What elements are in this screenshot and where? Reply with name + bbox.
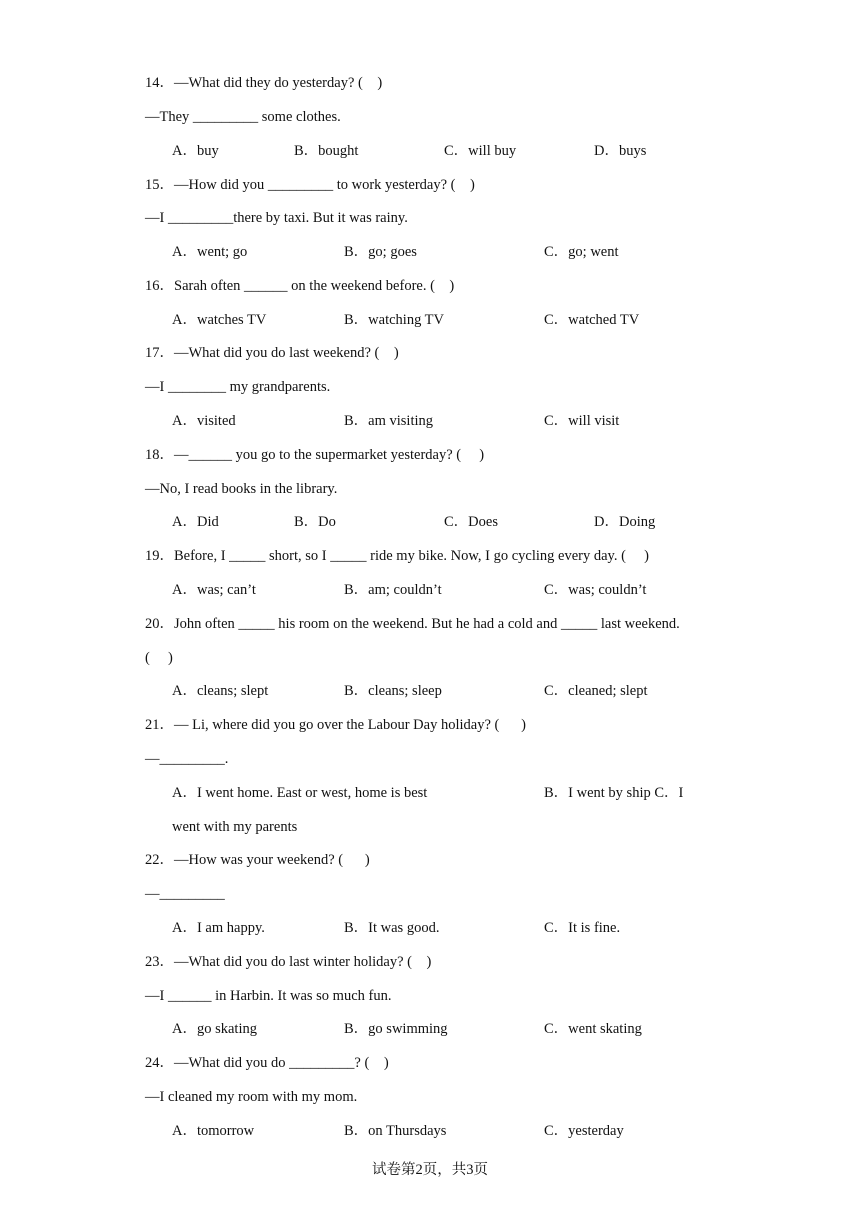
question-21-option-c-continuation: went with my parents [172, 819, 298, 835]
question-21-option-a: A．I went home. East or west, home is best [172, 785, 428, 801]
question-16-option-a: A．watches TV [172, 312, 267, 328]
question-24-stem: 24．—What did you do _________? ( ) [145, 1055, 389, 1071]
question-22-stem: 22．—How was your weekend? ( ) [145, 852, 370, 868]
question-20-option-b: B．cleans; sleep [344, 683, 442, 699]
question-18-option-b: B．Do [294, 514, 336, 530]
question-18-line-1: —No, I read books in the library. [145, 481, 338, 497]
question-17-option-a: A．visited [172, 413, 236, 429]
question-24-line-1: —I cleaned my room with my mom. [145, 1089, 358, 1105]
question-23-line-1: —I ______ in Harbin. It was so much fun. [145, 988, 392, 1004]
question-18-stem: 18．—______ you go to the supermarket yesterday? ( ) [145, 447, 485, 463]
question-21-stem: 21．— Li, where did you go over the Labour Day holiday? ( ) [145, 717, 526, 733]
question-21-option-b: B．I went by ship C．I [544, 785, 684, 801]
question-19-option-b: B．am; couldn’t [344, 582, 442, 598]
question-17-option-b: B．am visiting [344, 413, 434, 429]
question-19-option-c: C．was; couldn’t [544, 582, 647, 598]
question-14-option-a: A．buy [172, 143, 219, 159]
question-15-stem: 15．—How did you _________ to work yesterday? ( ) [145, 177, 475, 193]
question-20-stem: 20．John often _____ his room on the weekend. But he had a cold and _____ last weekend. [145, 616, 680, 632]
question-24-option-b: B．on Thursdays [344, 1123, 447, 1139]
page-footer: 试卷第2页，共3页 [372, 1162, 488, 1178]
question-24-option-c: C．yesterday [544, 1123, 624, 1139]
question-24-option-a: A．tomorrow [172, 1123, 255, 1139]
question-17-stem: 17．—What did you do last weekend? ( ) [145, 345, 399, 361]
question-15-line-1: —I _________there by taxi. But it was rainy. [145, 210, 408, 226]
question-23-option-b: B．go swimming [344, 1021, 448, 1037]
question-14-option-c: C．will buy [444, 143, 517, 159]
question-22-line-1: —_________ [145, 886, 225, 902]
question-20-option-c: C．cleaned; slept [544, 683, 648, 699]
question-22-option-c: C．It is fine. [544, 920, 621, 936]
question-23-stem: 23．—What did you do last winter holiday? ( ) [145, 954, 432, 970]
question-21-line-1: —_________. [145, 751, 229, 767]
question-16-option-b: B．watching TV [344, 312, 445, 328]
question-17-option-c: C．will visit [544, 413, 620, 429]
question-23-option-a: A．go skating [172, 1021, 257, 1037]
question-23-option-c: C．went skating [544, 1021, 642, 1037]
question-15-option-c: C．go; went [544, 244, 619, 260]
question-22-option-b: B．It was good. [344, 920, 440, 936]
question-19-option-a: A．was; can’t [172, 582, 256, 598]
question-14-line-1: —They _________ some clothes. [145, 109, 341, 125]
question-15-option-a: A．went; go [172, 244, 248, 260]
question-17-line-1: —I ________ my grandparents. [145, 379, 331, 395]
question-14-stem: 14．—What did they do yesterday? ( ) [145, 75, 383, 91]
question-20-option-a: A．cleans; slept [172, 683, 269, 699]
question-18-option-c: C．Does [444, 514, 498, 530]
question-15-option-b: B．go; goes [344, 244, 417, 260]
question-16-option-c: C．watched TV [544, 312, 640, 328]
question-20-line-1: ( ) [145, 650, 173, 666]
question-14-option-d: D．buys [594, 143, 647, 159]
question-22-option-a: A．I am happy. [172, 920, 265, 936]
question-19-stem: 19．Before, I _____ short, so I _____ ride my bike. Now, I go cycling every day. ( ) [145, 548, 649, 564]
question-18-option-a: A．Did [172, 514, 219, 530]
question-18-option-d: D．Doing [594, 514, 656, 530]
question-16-stem: 16．Sarah often ______ on the weekend before. ( ) [145, 278, 455, 294]
question-14-option-b: B．bought [294, 143, 359, 159]
